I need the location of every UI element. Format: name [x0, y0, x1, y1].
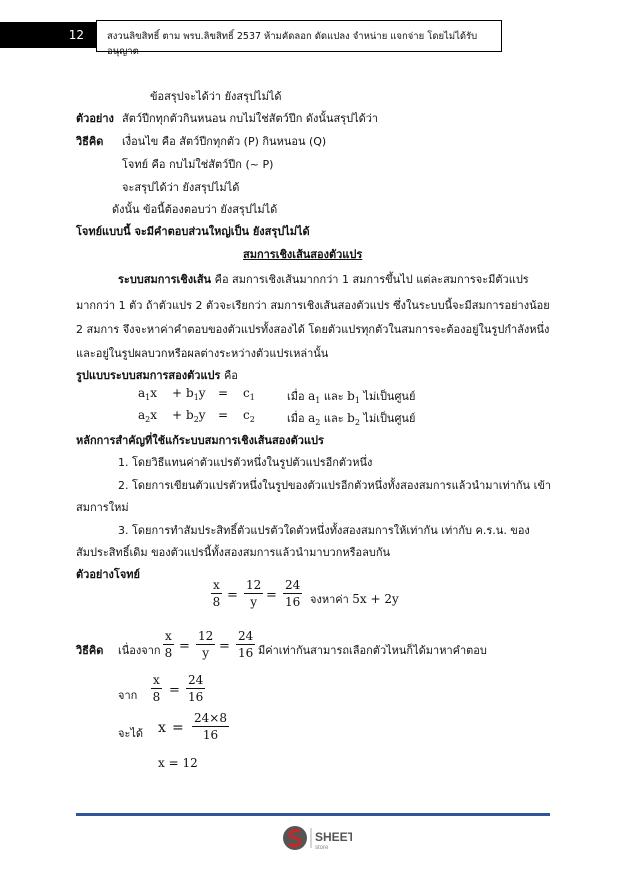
eq2-nonzero: ไม่เป็นศูนย์ — [363, 412, 416, 425]
method-line-3: จะสรุปได้ว่า ยังสรุปไม่ได้ — [122, 181, 240, 194]
get-frac-den: 16 — [202, 728, 219, 742]
eq2-c-term — [243, 408, 255, 424]
eq1-b-sub: 1 — [193, 393, 199, 402]
eq2-cond-b: b — [347, 411, 355, 425]
eq1-and: และ — [323, 390, 344, 403]
principles-title: หลักการสำคัญที่ใช้แก้ระบบสมการเชิงเส้นสองตัวแปร — [76, 434, 324, 447]
exercise-target: 5x + 2y — [352, 592, 399, 606]
get-label: จะได้ — [118, 727, 144, 740]
sheet-store-logo — [282, 824, 352, 852]
solution-frac-x-8 — [163, 629, 174, 660]
sol-frac-12-y-num: 12 — [198, 629, 214, 643]
from-frac-x-8-den: 8 — [152, 690, 161, 704]
para1-line-2: มากกว่า 1 ตัว ถ้าตัวแปร 2 ตัวจะเรียกว่า สมการเชิงเส้นสองตัวแปร ซึ่งในระบบนี้จะมีสมการอย่างน้อย — [76, 299, 550, 312]
from-frac-24-16-den: 16 — [188, 690, 204, 704]
eq1-x: x — [150, 386, 158, 400]
form-label-rest: คือ — [223, 369, 238, 382]
get-frac-24x8-16 — [192, 711, 229, 742]
from-frac-24-16-num: 24 — [188, 673, 204, 687]
eq2-c: c — [243, 408, 250, 422]
exercise-find-text: จงหาค่า — [310, 593, 349, 606]
eq1-plus: + — [172, 386, 183, 400]
final-answer: x = 12 — [158, 756, 198, 770]
note-bold: โจทย์แบบนี้ จะมีคำตอบส่วนใหญ่เป็น ยังสรุปไม่ได้ — [76, 225, 310, 238]
from-label: จาก — [118, 689, 138, 702]
solution-label: วิธีคิด — [76, 644, 104, 657]
eq1-c: c — [243, 386, 250, 400]
eq2-when: เมื่อ — [287, 412, 305, 425]
eq1-cond-b: b — [347, 389, 355, 403]
equation-1 — [138, 386, 157, 402]
eq1-b-term — [186, 386, 206, 402]
form-label-bold: รูปแบบระบบสมการสองตัวแปร — [76, 369, 221, 382]
eq1-nonzero: ไม่เป็นศูนย์ — [363, 390, 416, 403]
eq1-c-term — [243, 386, 255, 402]
eq1-c-sub: 1 — [249, 393, 255, 402]
solution-frac-24-16 — [236, 629, 255, 660]
eq1-cond-a: a — [308, 389, 316, 403]
conclusion-line: ข้อสรุปจะได้ว่า ยังสรุปไม่ได้ — [150, 90, 282, 103]
exercise-frac-x-8 — [211, 578, 222, 609]
frac-12-y-den: y — [250, 595, 258, 609]
eq2-and: และ — [323, 412, 344, 425]
eq2-condition — [287, 409, 415, 427]
eq2-b-sub: 2 — [193, 415, 199, 424]
frac-x-8-num: x — [213, 578, 220, 592]
page-number: 12 — [68, 28, 84, 42]
method-line-2: โจทย์ คือ กบไม่ใช่สัตว์ปีก (~ P) — [122, 158, 274, 171]
equation-2 — [138, 408, 157, 424]
exercise-frac-12-y — [244, 578, 263, 609]
eq1-cond-a-sub: 1 — [315, 396, 321, 405]
sol-frac-12-y-den: y — [202, 646, 210, 660]
sol-frac-x-8-num: x — [165, 629, 172, 643]
method-line-1: เงื่อนไข คือ สัตว์ปีกทุกตัว (P) กินหนอน (Q) — [122, 135, 327, 148]
para1-line-3: 2 สมการ จึงจะหาค่าคำตอบของตัวแปรทั้งสองได้ โดยตัวแปรทุกตัวในสมการจะต้องอยู่ในรูปกำลังหนึ่ง — [76, 323, 550, 336]
copyright-header — [96, 20, 502, 57]
principle-2-line-1: 2. โดยการเขียนตัวแปรตัวหนึ่งในรูปของตัวแปรอีกตัวหนึ่งทั้งสองสมการแล้วนำมาเท่ากัน เข้า — [118, 479, 552, 492]
sheet-store-logo-icon — [282, 824, 352, 852]
eq2-cond-a-sub: 2 — [315, 418, 321, 427]
from-frac-x-8 — [151, 673, 162, 704]
solution-equals-1: = — [179, 639, 190, 654]
eq2-cond-b-sub: 2 — [354, 418, 360, 427]
eq1-when: เมื่อ — [287, 390, 305, 403]
copyright-notice: สงวนลิขสิทธิ์ ตาม พรบ.ลิขสิทธิ์ 2537 ห้ามคัดลอก ดัดแปลง จำหน่าย แจกจ่าย โดยไม่ได้รับอนุญาต — [107, 31, 478, 57]
exercise-equals-1: = — [227, 588, 238, 603]
footer-divider — [76, 813, 550, 816]
example-label: ตัวอย่าง — [76, 112, 114, 125]
eq1-equals: = — [218, 386, 229, 400]
exercise-find — [310, 590, 399, 608]
get-x: x — [158, 720, 166, 736]
solution-note: มีค่าเท่ากันสามารถเลือกตัวไหนก็ได้มาหาคำตอบ — [258, 644, 487, 657]
eq1-a-sub: 1 — [145, 393, 151, 402]
exercise-title: ตัวอย่างโจทย์ — [76, 568, 140, 581]
eq2-cond-a: a — [308, 411, 316, 425]
principle-1: 1. โดยวิธีแทนค่าตัวแปรตัวหนึ่งในรูปตัวแปรอีกตัวหนึ่ง — [118, 456, 373, 469]
para1-line-1 — [118, 270, 529, 288]
logo-brand-text: SHEET — [315, 830, 352, 844]
sol-frac-x-8-den: 8 — [164, 646, 173, 660]
eq2-plus: + — [172, 408, 183, 422]
eq2-y: y — [198, 408, 206, 422]
sol-frac-24-16-den: 16 — [238, 646, 254, 660]
exercise-equals-2: = — [266, 588, 277, 603]
eq2-b: b — [186, 408, 194, 422]
para1-line-4: และอยู่ในรูปผลบวกหรือผลต่างระหว่างตัวแปรเหล่านั้น — [76, 347, 329, 360]
solution-frac-12-y — [196, 629, 215, 660]
example-text: สัตว์ปีกทุกตัวกินหนอน กบไม่ใช่สัตว์ปีก ดังนั้นสรุปได้ว่า — [122, 112, 379, 125]
get-equals: = — [172, 720, 184, 736]
eq2-a: a — [138, 408, 146, 422]
section-title: สมการเชิงเส้นสองตัวแปร — [243, 248, 363, 261]
eq1-y: y — [198, 386, 206, 400]
from-equals: = — [169, 683, 180, 698]
eq1-a: a — [138, 386, 146, 400]
principle-3-line-1: 3. โดยการทำสัมประสิทธิ์ตัวแปรตัวใดตัวหนึ่งทั้งสองสมการให้เท่ากัน เท่ากับ ค.ร.น. ของ — [118, 524, 530, 537]
page-number-box — [0, 22, 96, 48]
eq1-b: b — [186, 386, 194, 400]
eq2-equals: = — [218, 408, 229, 422]
get-frac-num: 24×8 — [194, 711, 227, 725]
solution-because: เนื่องจาก — [118, 644, 161, 657]
para1-line-1-text: คือ สมการเชิงเส้นมากกว่า 1 สมการขึ้นไป แต่ละสมการจะมีตัวแปร — [214, 273, 529, 286]
principle-3-line-2: สัมประสิทธิ์เดิม ของตัวแปรนี้ทั้งสองสมการแล้วนำมาบวกหรือลบกัน — [76, 546, 391, 559]
frac-24-16-num: 24 — [285, 578, 301, 592]
logo-brand-sub: store — [315, 845, 329, 851]
method-label: วิธีคิด — [76, 135, 104, 148]
form-label — [76, 366, 238, 384]
eq1-cond-b-sub: 1 — [354, 396, 360, 405]
frac-x-8-den: 8 — [212, 595, 221, 609]
solution-equals-2: = — [219, 639, 230, 654]
para1-bold-term: ระบบสมการเชิงเส้น — [118, 273, 212, 286]
principle-2-line-2: สมการใหม่ — [76, 501, 129, 514]
method-line-4: ดังนั้น ข้อนี้ต้องตอบว่า ยังสรุปไม่ได้ — [112, 203, 278, 216]
eq2-a-sub: 2 — [145, 415, 151, 424]
eq2-b-term — [186, 408, 206, 424]
eq1-condition — [287, 387, 415, 405]
eq2-x: x — [150, 408, 158, 422]
frac-24-16-den: 16 — [285, 595, 301, 609]
exercise-frac-24-16 — [283, 578, 302, 609]
from-frac-24-16 — [186, 673, 205, 704]
eq2-c-sub: 2 — [249, 415, 255, 424]
from-frac-x-8-num: x — [153, 673, 160, 687]
frac-12-y-num: 12 — [246, 578, 262, 592]
sol-frac-24-16-num: 24 — [238, 629, 254, 643]
